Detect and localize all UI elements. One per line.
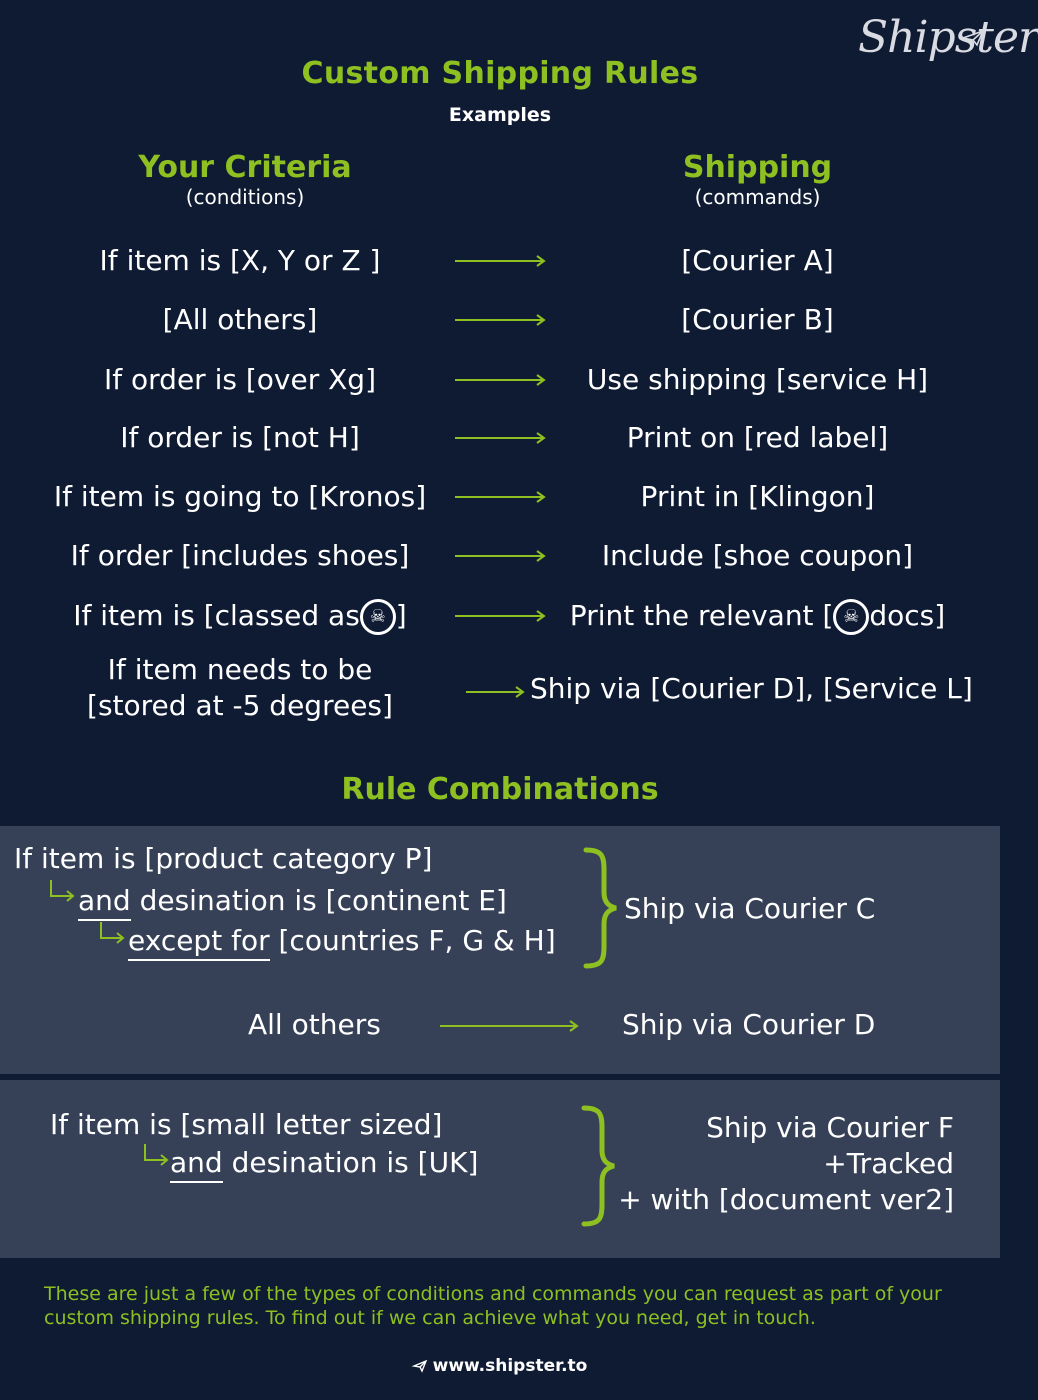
rule-command: Print on [red label]	[626, 421, 889, 454]
rule-command: Print in [Klingon]	[640, 480, 875, 513]
rule-condition-multiline	[20, 652, 460, 724]
combination-panel	[0, 826, 1000, 1074]
condition-line: [stored at -5 degrees]	[87, 689, 393, 722]
combo-result-block	[618, 1110, 954, 1218]
curly-brace-icon	[578, 1104, 618, 1229]
skull-crossbones-icon: ☠	[833, 599, 869, 635]
rule-row	[0, 469, 1000, 525]
arrow-right-icon	[455, 608, 547, 624]
arrow-right-icon	[466, 684, 526, 700]
combo-condition-line: If item is [small letter sized]	[50, 1108, 443, 1141]
rule-command: Ship via [Courier D], [Service L]	[530, 672, 973, 705]
combination-panel	[0, 1080, 1000, 1258]
arrow-right-icon	[455, 548, 547, 564]
combo-condition-line	[78, 884, 507, 917]
rule-command: [Courier B]	[681, 303, 834, 336]
condition-text: If item is [classed as	[73, 599, 360, 632]
criteria-title: Your Criteria	[138, 150, 352, 185]
arrow-right-icon	[455, 489, 547, 505]
rule-command: Include [shoe coupon]	[601, 539, 914, 572]
shipping-subtitle: (commands)	[694, 185, 821, 209]
website-text[interactable]: www.shipster.to	[432, 1356, 588, 1376]
paper-plane-icon	[413, 1360, 427, 1372]
command-text-end: docs]	[869, 599, 946, 632]
rule-command: [Courier A]	[681, 244, 834, 277]
and-keyword: and	[170, 1146, 223, 1183]
sub-arrow-icon	[142, 1142, 170, 1168]
rule-condition: [All others]	[162, 303, 318, 336]
shipping-heading	[560, 150, 955, 209]
rule-row-hazardous	[0, 588, 1000, 644]
page-subtitle: Examples	[448, 104, 552, 126]
rule-row	[0, 528, 1000, 584]
rule-command: Use shipping [service H]	[586, 363, 929, 396]
condition-rest: [countries F, G & H]	[269, 924, 556, 957]
arrow-right-icon	[440, 1018, 580, 1034]
rule-row	[0, 410, 1000, 466]
logo-text: Shipster	[858, 12, 1038, 63]
shipping-title: Shipping	[682, 150, 833, 185]
sub-arrow-icon	[48, 878, 76, 904]
combo-result: Ship via Courier C	[624, 892, 876, 925]
arrow-right-icon	[455, 312, 547, 328]
arrow-right-icon	[455, 372, 547, 388]
rule-condition: If item is going to [Kronos]	[53, 480, 427, 513]
rule-condition	[20, 588, 460, 644]
combinations-title: Rule Combinations	[341, 772, 659, 807]
and-keyword: and	[78, 884, 131, 921]
combo-condition-line	[170, 1146, 478, 1179]
combo-result-line: +Tracked	[823, 1147, 954, 1180]
condition-line: If item needs to be	[107, 653, 373, 686]
curly-brace-icon	[580, 846, 620, 971]
criteria-subtitle: (conditions)	[185, 185, 305, 209]
paper-plane-icon	[962, 30, 984, 46]
skull-crossbones-icon: ☠	[360, 599, 396, 635]
combo-others: All others	[248, 1008, 381, 1041]
rule-condition: If order is [over Xg]	[104, 363, 376, 396]
rule-row	[0, 233, 1000, 289]
combo-others-result: Ship via Courier D	[622, 1008, 876, 1041]
condition-rest: desination is [UK]	[222, 1146, 479, 1179]
rule-condition: If item is [X, Y or Z ]	[99, 244, 381, 277]
rule-condition: If order is [not H]	[120, 421, 360, 454]
sub-arrow-icon	[98, 920, 126, 946]
rule-row	[0, 352, 1000, 408]
rule-row	[0, 292, 1000, 348]
footer-note: These are just a few of the types of conditions and commands you can request as part of your custom shipping rules. To find out if we can achieve what you need, get in touch.	[44, 1283, 942, 1329]
combo-result-line: + with [document ver2]	[618, 1183, 954, 1216]
page-title: Custom Shipping Rules	[301, 56, 699, 91]
combo-condition-line	[128, 924, 556, 957]
condition-rest: desination is [continent E]	[130, 884, 507, 917]
except-keyword: except for	[128, 924, 270, 961]
website-link[interactable]	[0, 1356, 1000, 1376]
rule-command	[550, 588, 965, 644]
criteria-heading	[40, 150, 450, 209]
arrow-right-icon	[455, 253, 547, 269]
combo-condition-line: If item is [product category P]	[14, 842, 433, 875]
rule-condition: If order [includes shoes]	[70, 539, 410, 572]
combo-result-line: Ship via Courier F	[706, 1111, 954, 1144]
arrow-right-icon	[455, 430, 547, 446]
command-text: Print the relevant [	[569, 599, 834, 632]
condition-text-end: ]	[395, 599, 407, 632]
